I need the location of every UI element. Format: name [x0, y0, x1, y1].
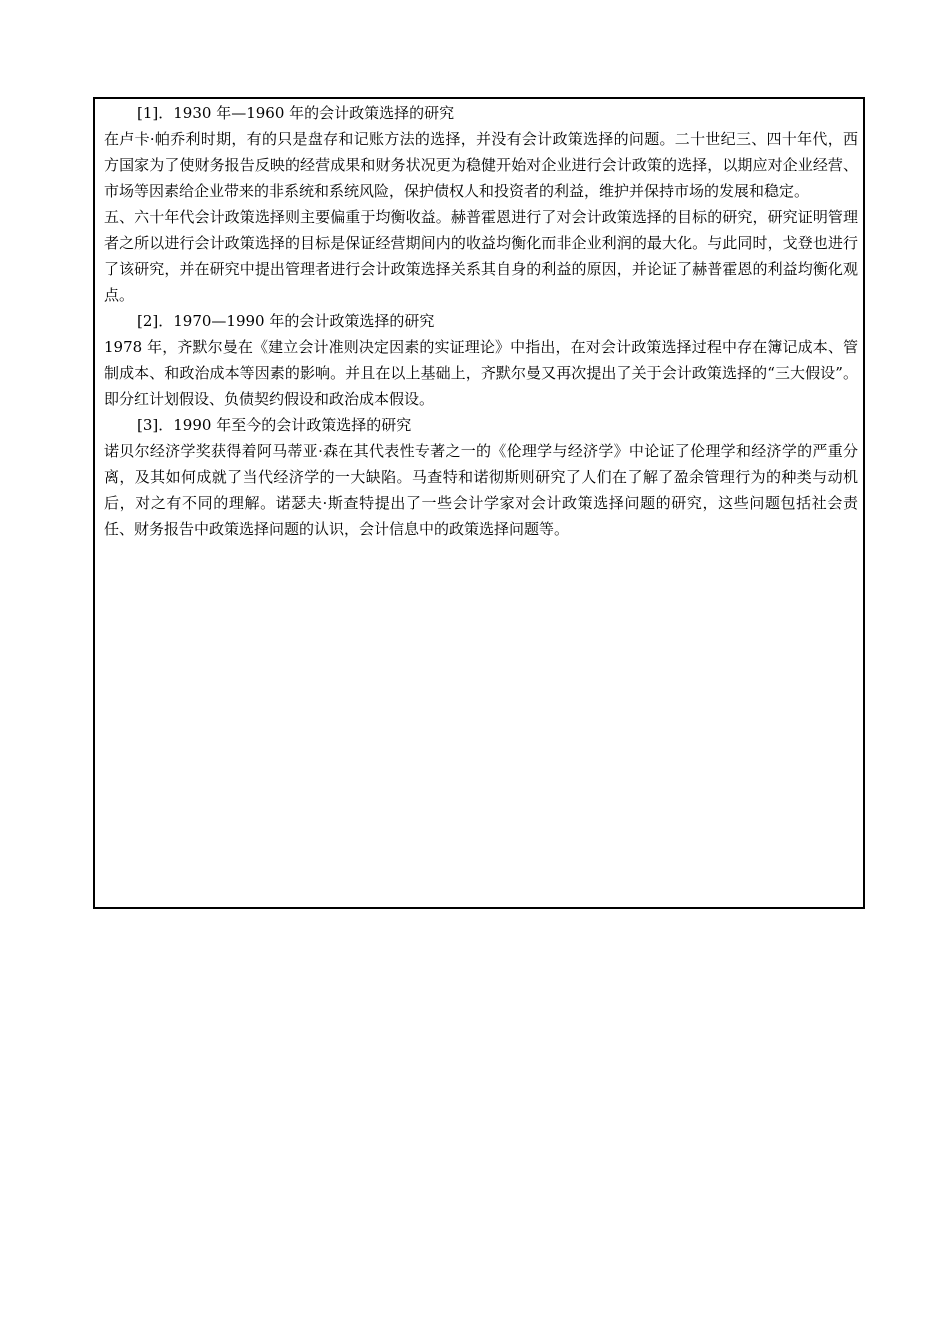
document-body [104, 100, 858, 542]
section-heading-2: [2]．1970—1990 年的会计政策选择的研究 [137, 312, 435, 330]
section-1-paragraph-2: 五、六十年代会计政策选择则主要偏重于均衡收益。赫普霍恩进行了对会计政策选择的目标的研究，研究证明管理者之所以进行会计政策选择的目标是保证经营期间内的收益均衡化而非企业利润的最大化。与此同时，戈登也进行了该研究，并在研究中提出管理者进行会计政策选择关系其自身的利益的原因，并论证了赫普霍恩的利益均衡化观点。 [104, 208, 858, 304]
section-heading-3: [3]．1990 年至今的会计政策选择的研究 [137, 416, 412, 434]
section-heading-1: [1]．1930 年—1960 年的会计政策选择的研究 [137, 104, 455, 122]
section-2-paragraph-1: 1978 年，齐默尔曼在《建立会计准则决定因素的实证理论》中指出，在对会计政策选择过程中存在簿记成本、管制成本、和政治成本等因素的影响。并且在以上基础上，齐默尔曼又再次提出了关于会计政策选择的“三大假设”。即分红计划假设、负债契约假设和政治成本假设。 [104, 338, 858, 408]
document-frame [93, 97, 865, 909]
section-1-paragraph-1: 在卢卡·帕乔利时期，有的只是盘存和记账方法的选择，并没有会计政策选择的问题。二十世纪三、四十年代，西方国家为了使财务报告反映的经营成果和财务状况更为稳健开始对企业进行会计政策的选择，以期应对企业经营、市场等因素给企业带来的非系统和系统风险，保护债权人和投资者的利益，维护并保持市场的发展和稳定。 [104, 130, 858, 200]
section-3-paragraph-1: 诺贝尔经济学奖获得着阿马蒂亚·森在其代表性专著之一的《伦理学与经济学》中论证了伦理学和经济学的严重分离，及其如何成就了当代经济学的一大缺陷。马查特和诺彻斯则研究了人们在了解了盈余管理行为的种类与动机后，对之有不同的理解。诺瑟夫·斯查特提出了一些会计学家对会计政策选择问题的研究，这些问题包括社会责任、财务报告中政策选择问题的认识，会计信息中的政策选择问题等。 [104, 442, 858, 538]
